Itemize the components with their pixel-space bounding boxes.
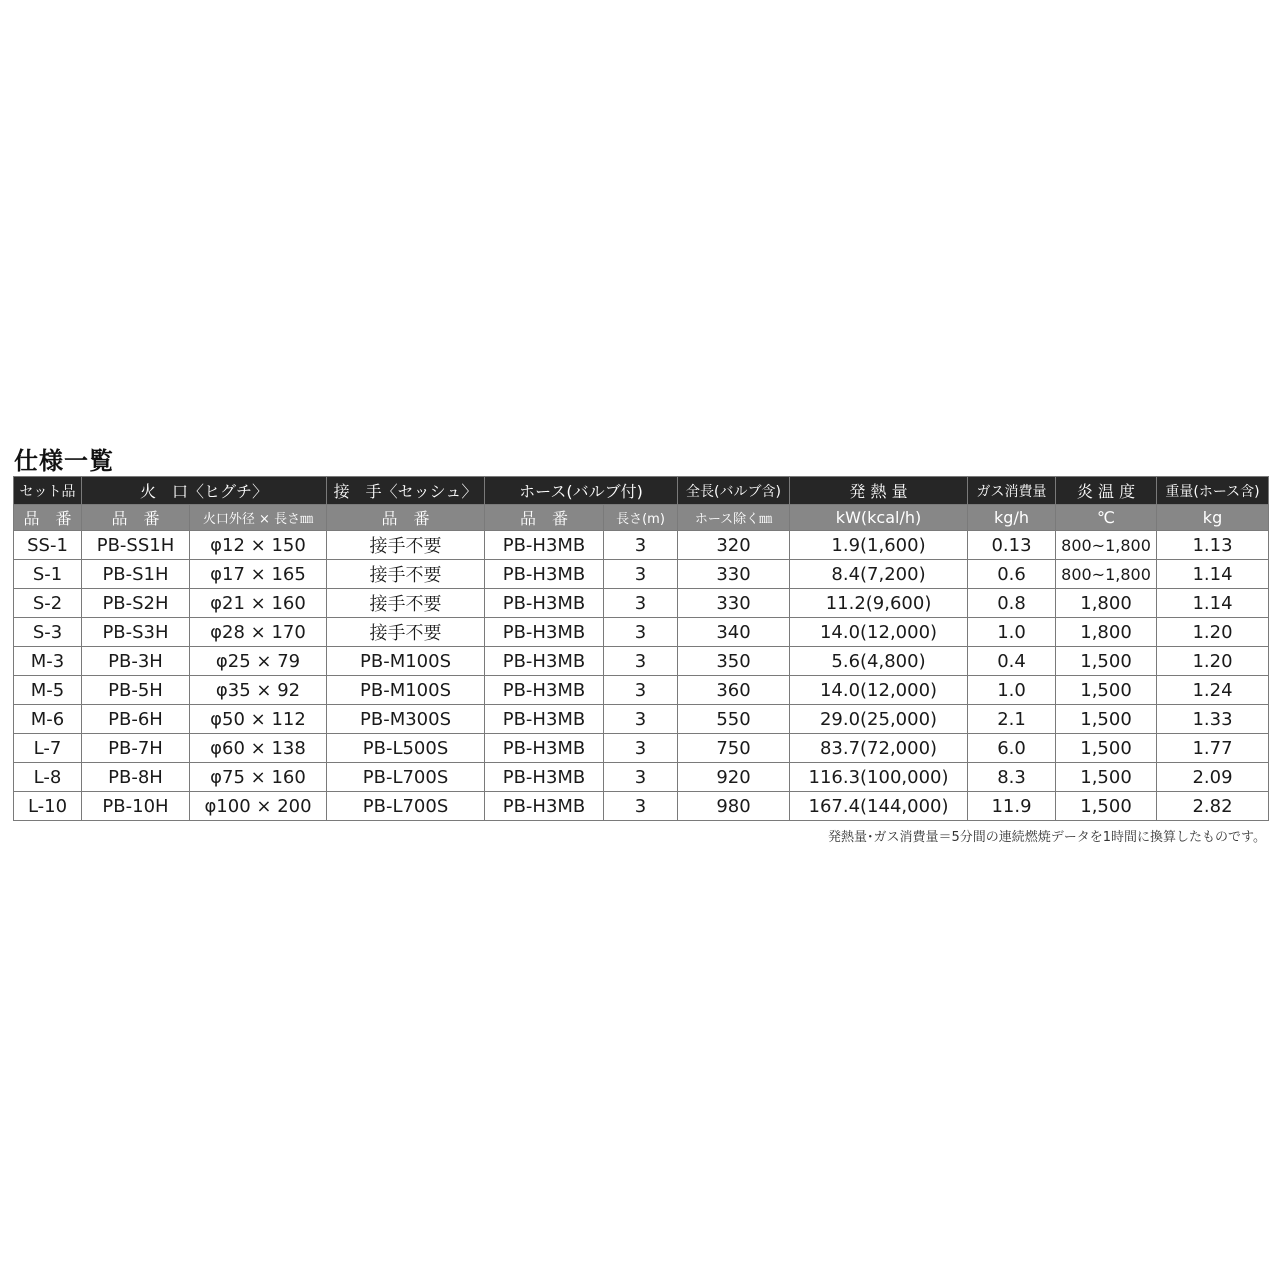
cell-joint-code: PB-L700S [327,763,485,792]
cell-heat-output: 14.0(12,000) [790,676,968,705]
cell-burner-size: φ28 × 170 [190,618,327,647]
header-weight: 重量(ホース含) [1157,477,1269,505]
subheader-hose-length: 長さ(m) [604,505,678,531]
cell-burner-code: PB-S3H [82,618,190,647]
table-row [14,618,1269,647]
cell-weight: 1.14 [1157,560,1269,589]
subheader-burner-code: 品 番 [82,505,190,531]
header-heat-output: 発 熱 量 [790,477,968,505]
table-row [14,560,1269,589]
subheader-heat-unit: kW(kcal/h) [790,505,968,531]
header-row-primary [14,477,1269,505]
cell-flame-temp: 1,800 [1056,618,1157,647]
cell-burner-size: φ25 × 79 [190,647,327,676]
cell-burner-size: φ75 × 160 [190,763,327,792]
cell-set-code: S-2 [14,589,82,618]
cell-heat-output: 116.3(100,000) [790,763,968,792]
cell-total-length: 350 [678,647,790,676]
cell-hose-length: 3 [604,560,678,589]
subheader-joint-code: 品 番 [327,505,485,531]
cell-hose-code: PB-H3MB [485,734,604,763]
header-burner: 火 口〈ヒグチ〉 [82,477,327,505]
cell-total-length: 360 [678,676,790,705]
cell-burner-size: φ100 × 200 [190,792,327,821]
spec-table [13,476,1269,821]
cell-hose-code: PB-H3MB [485,560,604,589]
cell-flame-temp: 1,500 [1056,676,1157,705]
table-row [14,647,1269,676]
cell-joint-code: PB-M100S [327,647,485,676]
cell-burner-code: PB-SS1H [82,531,190,560]
cell-burner-size: φ50 × 112 [190,705,327,734]
cell-weight: 1.20 [1157,618,1269,647]
cell-hose-code: PB-H3MB [485,676,604,705]
cell-gas-consumption: 8.3 [968,763,1056,792]
cell-flame-temp: 1,500 [1056,763,1157,792]
cell-gas-consumption: 1.0 [968,676,1056,705]
cell-set-code: M-3 [14,647,82,676]
table-row [14,792,1269,821]
cell-hose-length: 3 [604,647,678,676]
cell-weight: 1.20 [1157,647,1269,676]
cell-gas-consumption: 0.13 [968,531,1056,560]
cell-total-length: 550 [678,705,790,734]
cell-heat-output: 11.2(9,600) [790,589,968,618]
cell-set-code: M-5 [14,676,82,705]
cell-burner-code: PB-6H [82,705,190,734]
cell-burner-code: PB-3H [82,647,190,676]
subheader-length-unit: ホース除く㎜ [678,505,790,531]
subheader-gas-unit: kg/h [968,505,1056,531]
subheader-weight-unit: kg [1157,505,1269,531]
header-row-secondary [14,505,1269,531]
cell-set-code: SS-1 [14,531,82,560]
cell-set-code: L-7 [14,734,82,763]
cell-weight: 1.33 [1157,705,1269,734]
cell-set-code: M-6 [14,705,82,734]
header-total-length: 全長(バルブ含) [678,477,790,505]
header-joint: 接 手〈セッシュ〉 [327,477,485,505]
header-set: セット品 [14,477,82,505]
cell-hose-code: PB-H3MB [485,792,604,821]
cell-total-length: 320 [678,531,790,560]
cell-set-code: S-3 [14,618,82,647]
cell-burner-code: PB-10H [82,792,190,821]
cell-burner-code: PB-S1H [82,560,190,589]
cell-heat-output: 8.4(7,200) [790,560,968,589]
cell-hose-code: PB-H3MB [485,531,604,560]
cell-joint-code: PB-M100S [327,676,485,705]
cell-flame-temp: 1,800 [1056,589,1157,618]
cell-set-code: L-8 [14,763,82,792]
cell-flame-temp: 1,500 [1056,705,1157,734]
cell-gas-consumption: 0.8 [968,589,1056,618]
table-row [14,705,1269,734]
cell-total-length: 340 [678,618,790,647]
cell-joint-code: 接手不要 [327,531,485,560]
cell-gas-consumption: 11.9 [968,792,1056,821]
cell-hose-length: 3 [604,792,678,821]
cell-gas-consumption: 0.4 [968,647,1056,676]
cell-hose-length: 3 [604,763,678,792]
cell-total-length: 330 [678,560,790,589]
table-row [14,763,1269,792]
cell-flame-temp: 800~1,800 [1056,531,1157,560]
cell-joint-code: 接手不要 [327,618,485,647]
cell-burner-code: PB-7H [82,734,190,763]
cell-gas-consumption: 1.0 [968,618,1056,647]
cell-burner-size: φ60 × 138 [190,734,327,763]
cell-hose-length: 3 [604,705,678,734]
cell-joint-code: PB-L500S [327,734,485,763]
cell-hose-code: PB-H3MB [485,618,604,647]
cell-hose-length: 3 [604,531,678,560]
cell-hose-code: PB-H3MB [485,589,604,618]
cell-hose-code: PB-H3MB [485,763,604,792]
cell-gas-consumption: 6.0 [968,734,1056,763]
cell-joint-code: PB-M300S [327,705,485,734]
subheader-set-code: 品 番 [14,505,82,531]
header-flame-temp: 炎 温 度 [1056,477,1157,505]
cell-gas-consumption: 2.1 [968,705,1056,734]
cell-burner-code: PB-S2H [82,589,190,618]
cell-burner-size: φ17 × 165 [190,560,327,589]
cell-joint-code: PB-L700S [327,792,485,821]
cell-heat-output: 167.4(144,000) [790,792,968,821]
cell-weight: 2.82 [1157,792,1269,821]
cell-hose-code: PB-H3MB [485,647,604,676]
cell-flame-temp: 1,500 [1056,734,1157,763]
table-row [14,734,1269,763]
subheader-temp-unit: ℃ [1056,505,1157,531]
cell-burner-size: φ12 × 150 [190,531,327,560]
cell-weight: 1.77 [1157,734,1269,763]
cell-burner-code: PB-8H [82,763,190,792]
cell-weight: 1.13 [1157,531,1269,560]
cell-burner-size: φ35 × 92 [190,676,327,705]
cell-gas-consumption: 0.6 [968,560,1056,589]
cell-hose-code: PB-H3MB [485,705,604,734]
cell-heat-output: 14.0(12,000) [790,618,968,647]
cell-weight: 1.14 [1157,589,1269,618]
cell-burner-size: φ21 × 160 [190,589,327,618]
cell-set-code: S-1 [14,560,82,589]
cell-burner-code: PB-5H [82,676,190,705]
header-gas-consumption: ガス消費量 [968,477,1056,505]
footnote: 発熱量･ガス消費量＝5分間の連続燃焼データを1時間に換算したものです。 [827,830,1266,845]
cell-hose-length: 3 [604,589,678,618]
cell-flame-temp: 1,500 [1056,792,1157,821]
subheader-hose-code: 品 番 [485,505,604,531]
cell-weight: 1.24 [1157,676,1269,705]
cell-hose-length: 3 [604,618,678,647]
cell-flame-temp: 1,500 [1056,647,1157,676]
table-row [14,531,1269,560]
cell-total-length: 980 [678,792,790,821]
cell-heat-output: 1.9(1,600) [790,531,968,560]
subheader-burner-size: 火口外径 × 長さ㎜ [190,505,327,531]
cell-heat-output: 5.6(4,800) [790,647,968,676]
cell-heat-output: 29.0(25,000) [790,705,968,734]
cell-weight: 2.09 [1157,763,1269,792]
cell-total-length: 920 [678,763,790,792]
cell-flame-temp: 800~1,800 [1056,560,1157,589]
cell-hose-length: 3 [604,676,678,705]
cell-set-code: L-10 [14,792,82,821]
cell-total-length: 330 [678,589,790,618]
table-row [14,676,1269,705]
page-title: 仕様一覧 [14,447,114,475]
cell-joint-code: 接手不要 [327,560,485,589]
cell-total-length: 750 [678,734,790,763]
header-hose: ホース(バルブ付) [485,477,678,505]
cell-joint-code: 接手不要 [327,589,485,618]
table-row [14,589,1269,618]
cell-heat-output: 83.7(72,000) [790,734,968,763]
cell-hose-length: 3 [604,734,678,763]
